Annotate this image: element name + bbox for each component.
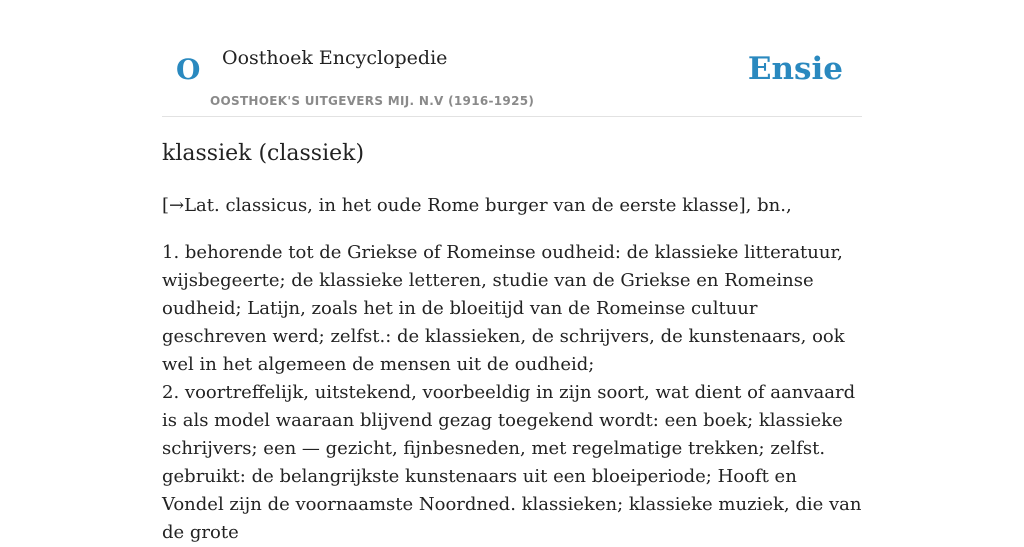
entry-headword: klassiek (classiek) (162, 141, 365, 166)
logo-icon[interactable]: O (176, 53, 201, 86)
entry-content (162, 136, 862, 543)
site-title[interactable]: Oosthoek Encyclopedie (222, 47, 448, 69)
definition-1: 1. behorende tot de Griekse of Romeinse oudheid: de klassieke litteratuur, wijsbegeerte; de klassieke letteren, studie van de Griekse en Romeinse oudheid; Latijn, zoals het in de bloeitijd van de Romeinse cultuur geschreven werd; zelfst.: de klassieken, de schrijvers, de kunstenaars, ook wel in het algemeen de mensen uit de oudheid; (162, 242, 845, 375)
brand-logo-link[interactable]: Ensie (747, 51, 843, 87)
definition-list (162, 239, 862, 547)
publisher-label: OOSTHOEK'S UITGEVERS MIJ. N.V (1916-1925) (210, 94, 535, 108)
site-header (162, 0, 862, 117)
definition-2: 2. voortreffelijk, uitstekend, voorbeeldig in zijn soort, wat dient of aanvaard is als model waaraan blijvend gezag toegekend wordt: een boek; klassieke schrijvers; een — gezicht, fijnbesneden, met regelmatige trekken; zelfst. gebruikt: de belangrijkste kunstenaars uit een bloeiperiode; Hooft en Vondel zijn de voornaamste Noordned. klassieken; klassieke muziek, die van de grote (162, 382, 862, 543)
entry-etymology: [→Lat. classicus, in het oude Rome burger van de eerste klasse], bn., (162, 195, 792, 216)
